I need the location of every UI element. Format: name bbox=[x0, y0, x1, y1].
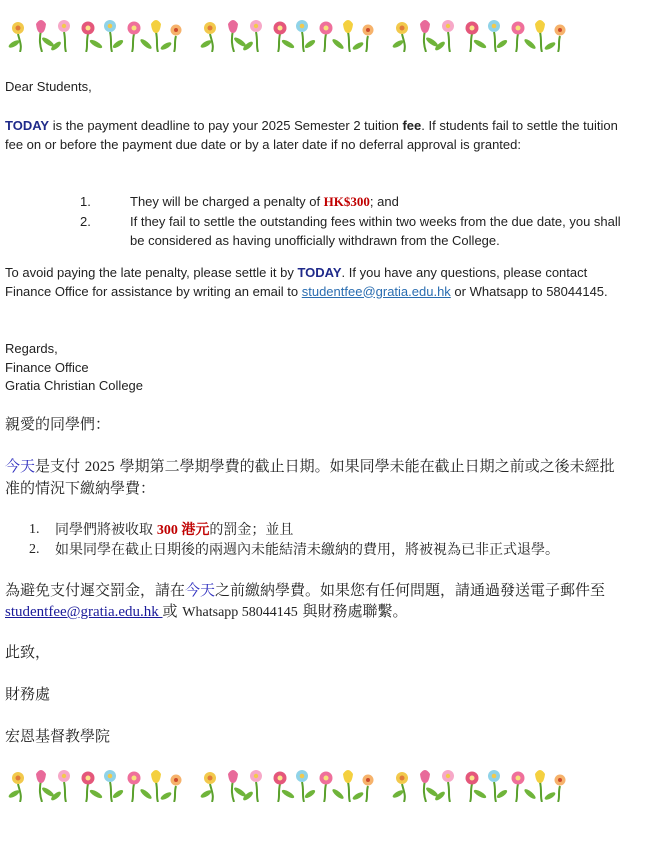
list-item: 2. If they fail to settle the outstanding fees within two weeks from the due date, you shall be considered as having unofficially withdrawn from the College. bbox=[80, 213, 621, 248]
chinese-college: 宏恩基督教學院 bbox=[5, 727, 111, 745]
list-item: 1. They will be charged a penalty of HK$300; and bbox=[80, 194, 399, 209]
flower-border-bottom bbox=[6, 764, 566, 802]
penalty-amount: 300 港元 bbox=[156, 523, 210, 538]
english-paragraph-2: To avoid paying the late penalty, please settle it by TODAY. If you have any questions, please contact Finance Office for assistance by writing an email to studentfee@gratia.edu.hk or Whatsapp to 58044145. bbox=[5, 265, 608, 299]
chinese-paragraph-1: 今天是支付 2025 學期第二學期學費的截止日期。如果同學未能在截止日期之前或之後未經批准的情況下繳納學費： bbox=[5, 457, 615, 497]
list-item: 2. 如果同學在截止日期後的兩週內未能結清未繳納的費用，將被視為已非正式退學。 bbox=[29, 541, 559, 557]
today-keyword: TODAY bbox=[297, 265, 342, 280]
chinese-penalty-list bbox=[29, 520, 649, 559]
today-keyword: 今天 bbox=[185, 581, 216, 599]
chinese-office: 財務處 bbox=[5, 685, 51, 703]
penalty-amount: HK$300 bbox=[323, 194, 370, 209]
english-signature: Regards, Finance Office Gratia Christian College bbox=[5, 341, 144, 393]
today-keyword: TODAY bbox=[5, 118, 50, 133]
email-link[interactable]: studentfee@gratia.edu.hk bbox=[301, 283, 451, 299]
email-link[interactable]: studentfee@gratia.edu.hk bbox=[5, 604, 163, 620]
english-greeting: Dear Students, bbox=[5, 79, 92, 94]
chinese-greeting: 親愛的同學們： bbox=[5, 415, 111, 433]
chinese-paragraph-2: 為避免支付遲交罰金，請在今天之前繳納學費。如果您有任何問題，請通過發送電子郵件至 studentfee@gratia.edu.hk 或 Whatsapp 58044145 與財務處聯繫。 bbox=[5, 581, 606, 620]
list-item: 1. 同學們將被收取 300 港元的罰金；並且 bbox=[29, 521, 294, 538]
english-paragraph-1: TODAY is the payment deadline to pay your 2025 Semester 2 tuition fee. If students fail to settle the tuition fee on or before the payment due date or by a later date if no deferral approval is granted: bbox=[5, 118, 618, 152]
chinese-regards: 此致， bbox=[5, 643, 51, 661]
today-keyword: 今天 bbox=[5, 457, 36, 475]
flower-border-top bbox=[6, 14, 566, 52]
english-penalty-list bbox=[80, 192, 625, 251]
